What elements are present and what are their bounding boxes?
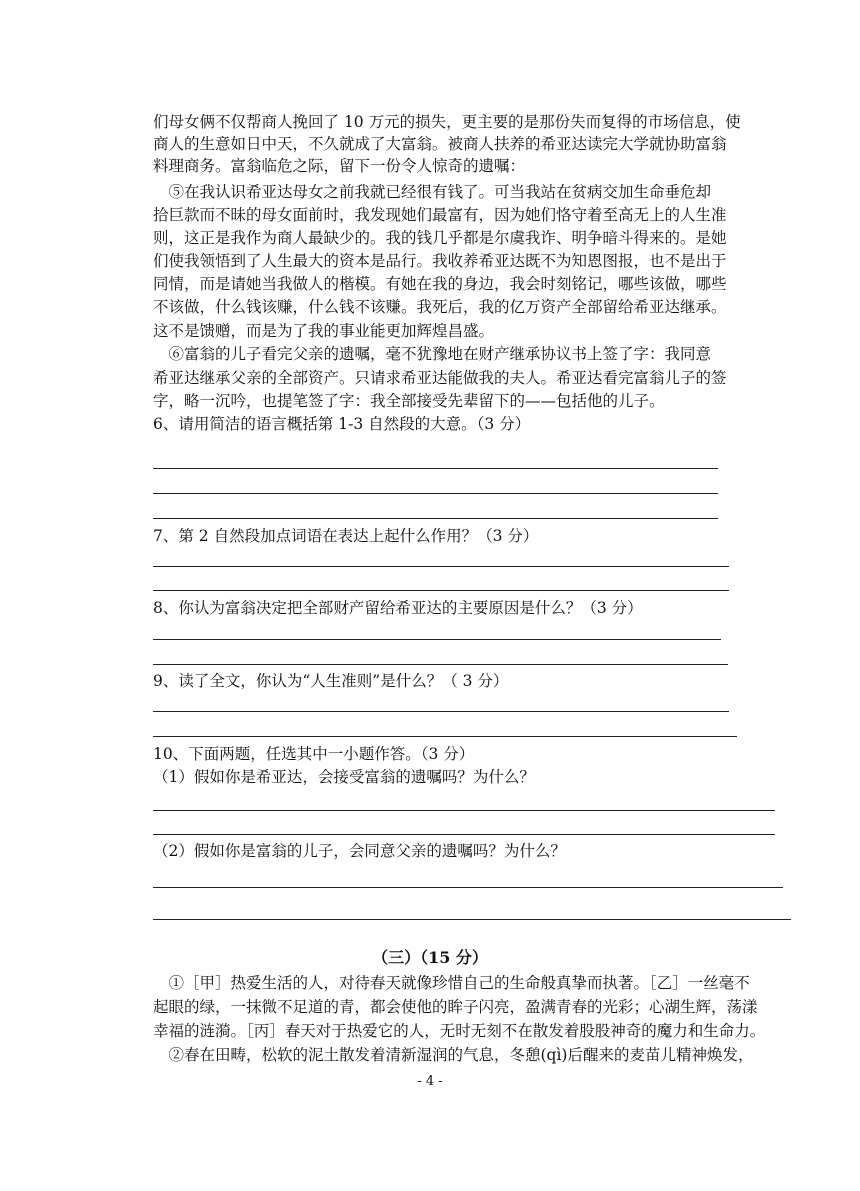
passage-line: ⑥富翁的儿子看完父亲的遗嘱，毫不犹豫地在财产继承协议书上签了字：我同意	[153, 345, 712, 363]
passage-line: 这不是馈赠，而是为了我的事业能更加辉煌昌盛。	[153, 322, 495, 340]
answer-line[interactable]	[153, 566, 729, 567]
question-9: 9、读了全文，你认为“人生准则”是什么？（ 3 分）	[153, 672, 509, 690]
passage-line: 们使我领悟到了人生最大的资本是品行。我收养希亚达既不为知恩图报，也不是出于	[153, 252, 727, 270]
question-8: 8、你认为富翁决定把全部财产留给希亚达的主要原因是什么？（3 分）	[153, 599, 643, 617]
answer-line[interactable]	[153, 493, 718, 494]
question-10-option-1: （1）假如你是希亚达，会接受富翁的遗嘱吗？为什么？	[153, 768, 535, 786]
section-title: （三）（15 分）	[372, 948, 488, 967]
passage-line: 们母女俩不仅帮商人挽回了 10 万元的损失，更主要的是那份失而复得的市场信息，使	[153, 113, 741, 131]
passage-line: 幸福的涟漪。［丙］春天对于热爱它的人，无时无刻不在散发着股股神奇的魔力和生命力。	[153, 1022, 766, 1040]
passage-line: 起眼的绿，一抹微不足道的青，都会使他的眸子闪亮，盈满青春的光彩；心湖生辉，荡漾	[153, 998, 758, 1016]
answer-line[interactable]	[153, 711, 729, 712]
passage-line: 则，这正是我作为商人最缺少的。我的钱几乎都是尔虞我诈、明争暗斗得来的。是她	[153, 229, 727, 247]
answer-line[interactable]	[153, 736, 737, 737]
page-number: - 4 -	[417, 1074, 443, 1089]
answer-line[interactable]	[153, 468, 718, 469]
question-6: 6、请用简洁的语言概括第 1-3 自然段的大意。（3 分）	[153, 415, 531, 433]
passage-line: 希亚达继承父亲的全部资产。只请求希亚达能做我的夫人。希亚达看完富翁儿子的签	[153, 369, 727, 387]
question-10: 10、下面两题，任选其中一小题作答。（3 分）	[153, 745, 475, 763]
answer-line[interactable]	[153, 590, 729, 591]
answer-line[interactable]	[153, 518, 718, 519]
passage-line: 字，略一沉吟，也提笔签了字：我全部接受先辈留下的——包括他的儿子。	[153, 392, 665, 410]
passage-line: 料理商务。富翁临危之际，留下一份令人惊奇的遗嘱：	[153, 157, 526, 175]
answer-line[interactable]	[153, 834, 775, 835]
passage-line: 拾巨款而不昧的母女面前时，我发现她们最富有，因为她们恪守着至高无上的人生准	[153, 206, 727, 224]
answer-line[interactable]	[153, 810, 775, 811]
passage-line: ②春在田畴，松软的泥土散发着清新湿润的气息，冬憩(qì)后醒来的麦苗儿精神焕发，	[153, 1046, 754, 1064]
question-10-option-2: （2）假如你是富翁的儿子，会同意父亲的遗嘱吗？为什么？	[153, 842, 566, 860]
answer-line[interactable]	[153, 919, 791, 920]
passage-line: ⑤在我认识希亚达母女之前我就已经很有钱了。可当我站在贫病交加生命垂危却	[153, 183, 712, 201]
passage-line: 商人的生意如日中天，不久就成了大富翁。被商人扶养的希亚达读完大学就协助富翁	[153, 135, 727, 153]
passage-line: 不该做，什么钱该赚，什么钱不该赚。我死后，我的亿万资产全部留给希亚达继承。	[153, 298, 727, 316]
answer-line[interactable]	[153, 664, 728, 665]
question-7: 7、第 2 自然段加点词语在表达上起什么作用？（3 分）	[153, 527, 539, 545]
passage-line: ①［甲］热爱生活的人，对待春天就像珍惜自己的生命般真挚而执著。［乙］一丝毫不	[153, 974, 750, 992]
passage-line: 同情，而是请她当我做人的楷模。有她在我的身边，我会时刻铭记，哪些该做，哪些	[153, 275, 727, 293]
answer-line[interactable]	[153, 639, 721, 640]
answer-line[interactable]	[153, 887, 783, 888]
